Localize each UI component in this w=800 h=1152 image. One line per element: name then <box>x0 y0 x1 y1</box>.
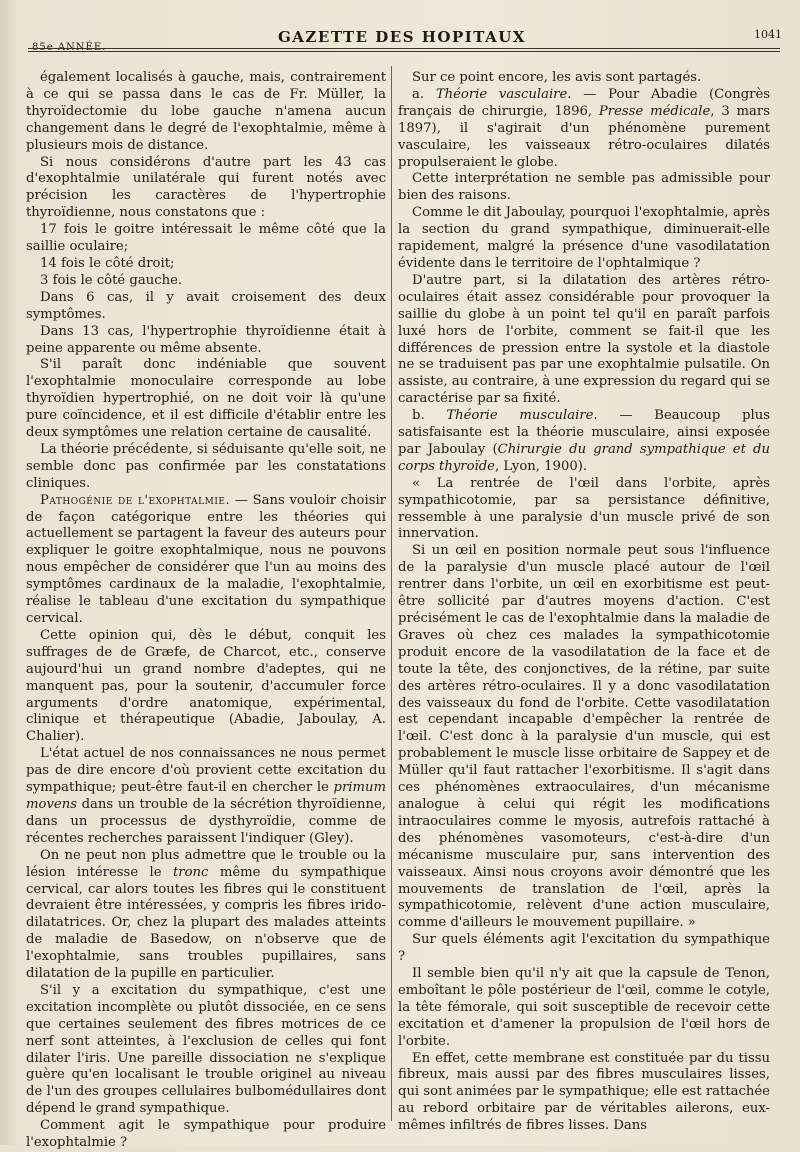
paragraph-text: a. <box>412 86 436 102</box>
column-divider <box>391 66 392 1121</box>
paragraph-text: S'il y a excitation du sympathique, c'est une excitation incomplète ou plutôt dissociée, en ce sens que certaines seulement des fibres motrices de ce nerf sont atteintes, à l'exclusion de celles qui font dilater l'iris. Une pareille dissociation ne s'explique guère qu'en localisant le trouble originel au niveau de l'un des groupes cellulaires bulbomédullaires dont dépend le grand sympathique. <box>26 982 386 1117</box>
left-column <box>26 70 386 1152</box>
paragraph <box>26 222 386 256</box>
italic-text: Théorie vasculaire. <box>435 86 572 102</box>
paragraph-text: , 3 mars 1897), il s'agirait d'un phénomène purement vasculaire, les vaisseaux rétro-oculaires dilatés propulseraient le globe. <box>398 103 770 170</box>
paragraph-text: également localisés à gauche, mais, contrairement à ce qui se passa dans le cas de Fr. Müller, la thyroïdectomie du lobe gauche n'amena aucun changement dans le degré de l'exophtalmie, même à plusieurs mois de distance. <box>26 70 386 153</box>
paragraph-text: En effet, cette membrane est constituée par du tissu fibreux, mais aussi par des fibres musculaires lisses, qui sont animées par le sympathique; elle est rattachée au rebord orbitaire par de véritables ailerons, eux-mêmes infiltrés de fibres lisses. Dans <box>398 1050 770 1134</box>
paragraph <box>398 966 770 1051</box>
page-number: 1041 <box>754 28 782 41</box>
paragraph <box>26 273 386 290</box>
paragraph-text: Dans 6 cas, il y avait croisement des deux symptômes. <box>26 289 386 322</box>
page-header <box>22 22 782 62</box>
paragraph <box>398 205 770 273</box>
paragraph <box>26 746 386 847</box>
paragraph-text: Il semble bien qu'il n'y ait que la capsule de Tenon, emboîtant le pôle postérieur de l'œil, comme le cotyle, la tête fémorale, qui soit susceptible de recevoir cette excitation et d'amener la propulsion de l'œil hors de l'orbite. <box>398 966 770 1049</box>
italic-text: Presse médicale <box>598 103 711 119</box>
italic-text: Chirurgie du grand sympathique et du corps thyroïde <box>398 441 770 474</box>
paragraph-text: L'état actuel de nos connaissances ne nous permet pas de dire encore d'où provient cette excitation du sympathique; peut-être faut-il en chercher le <box>26 746 386 796</box>
paragraph <box>26 256 386 273</box>
italic-text: primum movens <box>26 780 386 812</box>
paragraph <box>26 983 386 1118</box>
paragraph-text: Sur quels éléments agit l'excitation du sympathique ? <box>398 932 770 965</box>
paragraph <box>398 476 770 544</box>
paragraph-text: Si un œil en position normale peut sous l'influence de la paralysie d'un muscle placé autour de l'œil rentrer dans l'orbite, un œil en exorbitisme est peut-être sollicité par d'autres moyens d'action. C'est précisément le cas de l'exophtalmie dans la maladie de Graves où chez ces malades la sympathicotomie produit encore de la vasodilatation de la face et de toute la tête, des conjonctives, de la rétine, par suite des artères rétro-oculaires. Il y a donc vasodilatation des vaisseaux du fond de l'orbite. Cette vasodilatation est cependant incapable d'empêcher la rentrée de l'œil. C'est donc à la paralysie d'un muscle, qui est probablement le muscle lisse orbitaire de Sappey et de Müller qu'il faut rattacher l'exorbitisme. Il s'agit dans ces phénomènes extraoculaires, d'un mécanisme analogue à celui qui régit les modifications intraoculaires comme le myosis, autrefois rattaché à des phénomènes vasomoteurs, c'est-à-dire d'un mécanisme musculaire pur, sans intervention des vaisseaux. Ainsi nous croyons avoir démontré que les mouvements de translation de l'œil, après la sympathicotomie, relèvent d'une action musculaire, comme d'ailleurs le mouvement pupillaire. » <box>398 543 770 931</box>
paragraph <box>398 171 770 205</box>
paragraph-text: Cette interprétation ne semble pas admissible pour bien des raisons. <box>398 171 770 204</box>
paragraph-text: 3 fois le côté gauche. <box>40 272 183 288</box>
right-column <box>398 70 770 1135</box>
paragraph <box>26 357 386 442</box>
paragraph <box>398 273 770 408</box>
paragraph <box>26 155 386 223</box>
paragraph-text: 14 fois le côté droit; <box>40 255 175 271</box>
paragraph <box>26 324 386 358</box>
journal-title: GAZETTE DES HOPITAUX <box>277 28 526 46</box>
paragraph-text: On ne peut non plus admettre que le trouble ou la lésion intéresse le <box>26 847 386 880</box>
paragraph <box>398 1051 770 1136</box>
paragraph-text: Comme le dit Jaboulay, pourquoi l'exophtalmie, après la section du grand sympathique, diminuerait-elle rapidement, malgré la présence d'une vasodilatation évidente dans le territoire de l'ophtalmique ? <box>398 205 770 271</box>
paragraph-text: , Lyon, 1900). <box>494 458 588 474</box>
paragraph <box>26 1118 386 1152</box>
paragraph-text: S'il paraît donc indéniable que souvent l'exophtalmie monoculaire corresponde au lobe thyroïdien hypertrophié, on ne doit voir là qu'une pure coïncidence, et il est difficile d'établir entre les deux symptômes une relation certaine de causalité. <box>26 357 386 441</box>
paragraph-text: Cette opinion qui, dès le début, conquit les suffrages de de Græfe, de Charcot, etc., conserve aujourd'hui un grand nombre d'adeptes, qui ne manquent pas, pour la soutenir, d'accumuler force arguments d'ordre anatomique, expérimental, clinique et thérapeutique (Abadie, Jaboulay, A. Chalier). <box>26 627 386 745</box>
section-heading: Pathogénie de l'exophtalmie. <box>40 492 231 508</box>
header-rule-bottom <box>28 51 780 52</box>
paragraph <box>398 543 770 932</box>
issue-year: 85e ANNÉE. <box>32 42 107 53</box>
paragraph-text: 17 fois le goitre intéressait le même côté que la saillie oculaire; <box>26 222 386 255</box>
paragraph <box>26 290 386 324</box>
italic-text: Théorie musculaire. <box>446 408 598 424</box>
header-rule-top <box>28 48 780 49</box>
paragraph-text: « La rentrée de l'œil dans l'orbite, après sympathicotomie, par sa persistance définitive, ressemble à une paralysie d'un muscle privé de son innervation. <box>398 475 770 542</box>
paragraph-text: — Sans vouloir choisir de façon catégorique entre les théories qui actuellement se partagent la faveur des auteurs pour expliquer le goitre exophtalmique, nous ne pouvons nous empêcher de considérer que l'un au moins des symptômes cardinaux de la maladie, l'exophtalmie, réalise le tableau d'une excitation du sympathique cervical. <box>26 492 386 626</box>
paragraph-text: — Pour Abadie (Congrès français de chirurgie, 1896, <box>398 86 771 119</box>
paragraph <box>398 932 770 966</box>
paragraph <box>26 442 386 493</box>
paragraph-text: même du sympathique cervical, car alors toutes les fibres qui le constituent devraient être intéressées, y compris les fibres irido-dilatatrices. Or, chez la plupart des malades atteints de maladie de Basedow, on n'observe que de l'exophtalmie, sans troubles pupillaires, sans dilatation de la pupille en particulier. <box>26 864 386 982</box>
paragraph-text: — Beaucoup plus satisfaisante est la théorie musculaire, ainsi exposée par Jaboulay ( <box>398 408 770 457</box>
paragraph <box>398 87 770 172</box>
paragraph <box>398 70 770 87</box>
paragraph-text: La théorie précédente, si séduisante qu'elle soit, ne semble donc pas confirmée par les constatations cliniques. <box>26 441 386 491</box>
paragraph-text: b. <box>412 408 447 424</box>
paragraph-text: Comment agit le sympathique pour produire l'exophtalmie ? <box>26 1118 386 1151</box>
paragraph <box>398 408 770 476</box>
paragraph-text: Dans 13 cas, l'hypertrophie thyroïdienne était à peine apparente ou même absente. <box>26 323 386 356</box>
paragraph-text: Si nous considérons d'autre part les 43 cas d'exophtalmie unilatérale qui furent notés avec précision les caractères de l'hypertrophie thyroïdienne, nous constatons que : <box>26 154 386 221</box>
paragraph <box>26 493 386 628</box>
paragraph-text: dans un trouble de la sécrétion thyroïdienne, dans un processus de dysthyroïdie, comme de récentes recherches paraissent l'indiquer (Gley). <box>26 796 386 846</box>
paragraph <box>26 628 386 746</box>
paragraph <box>26 70 386 155</box>
paragraph-text: Sur ce point encore, les avis sont partagés. <box>412 70 702 85</box>
paragraph-text: D'autre part, si la dilatation des artères rétro-oculaires était assez considérable pour provoquer la saillie du globe à un point tel qu'il en paraît parfois luxé hors de l'orbite, comment se fait-il que les différences de pression entre la systole et la diastole ne se traduisent pas par une exophtalmie pulsatile. On assiste, au contraire, à une expression du regard qui se caractérise par sa fixité. <box>398 272 771 407</box>
italic-text: tronc <box>172 864 209 880</box>
paragraph <box>26 848 386 983</box>
